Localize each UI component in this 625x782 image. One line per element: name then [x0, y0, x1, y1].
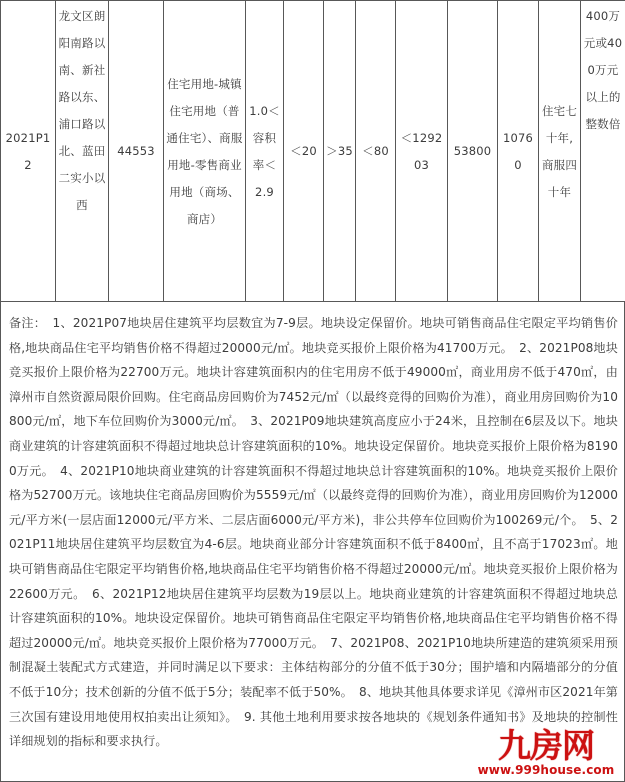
watermark-logo-text: 九房网 [498, 726, 594, 765]
watermark-url-text: www.999house.com [477, 763, 615, 777]
cell-parcel-location: 龙文区朗阳南路以南、新社路以东、浦口路以北、蓝田二实小以西 [56, 1, 109, 303]
cell-deposit-amount: 10760 [498, 1, 539, 303]
cell-building-height: ＜80 [356, 1, 396, 303]
cell-green-ratio: ＜20 [284, 1, 324, 303]
table-row [1, 1, 625, 303]
land-parcel-table [0, 0, 625, 303]
notes-body-text: 备注： 1、2021P07地块居住建筑平均层数宜为7-9层。地块设定保留价。地块可销售商品住宅限定平均销售价格,地块商品住宅平均销售价格不得超过20000元/㎡。地块竞买报价上限价格为41700万元。 2、2021P08地块竞买报价上限价格为22700万元。地块计容建筑面积内的住宅用房不低于49000㎡，商业用房不低于470㎡，由漳州市自然资源局限价回购。住宅商品房回购价为7452元/㎡（以最终竞得的回购价为准），商业用房回购价为10800元/㎡，地下车位回购价为3000元/㎡。 3、2021P09地块建筑高度应小于24米，且控制在6层及以下。地块商业建筑的计容建筑面积不得超过地块总计容建筑面积的10%。地块设定保留价。地块竞买报价上限价格为81900万元。 4、2021P10地块商业建筑的计容建筑面积不得超过地块总计容建筑面积的10%。地块竞买报价上限价格为52700万元。该地块住宅商品房回购价为5559元/㎡（以最终竞得的回购价为准），商业用房回购价为12000元/平方米(一层店面12000元/平方米、二层店面6000元/平方米)，非公共停车位回购价为100269元/个。 5、2021P11地块居住建筑平均层数宜为4-6层。地块商业部分计容建筑面积不低于8400㎡，且不高于17023㎡。地块可销售商品住宅限定平均销售价格,地块商品住宅平均销售价格不得超过20000元/㎡。地块竞买报价上限价格为22600万元。 6、2021P12地块居住建筑平均层数为19层以上。地块商业建筑的计容建筑面积不得超过地块总计容建筑面积的10%。地块设定保留价。地块可销售商品住宅限定平均销售价格,地块商品住宅平均销售价格不得超过20000元/㎡。地块竞买报价上限价格为77000万元。 7、2021P08、2021P10地块所建造的建筑须采用预制混凝土装配式方式建造，并同时满足以下要求：主体结构部分的分值不低于30分；围护墙和内隔墙部分的分值不低于10分；技术创新的分值不低于5分；装配率不低于50%。 8、地块其他具体要求详见《漳州市区2021年第三次国有建设用地使用权拍卖出让须知》。 9. 其他土地利用要求按各地块的《规划条件通知书》及地块的控制性详细规划的指标和要求执行。 [9, 316, 618, 749]
cell-parcel-area: 44553 [109, 1, 164, 303]
cell-parcel-number: 2021P12 [1, 1, 56, 303]
cell-total-floor-area: ＜129203 [396, 1, 448, 303]
cell-floor-area-ratio: 1.0＜容积率＜2.9 [246, 1, 284, 303]
cell-building-density: ＞35 [324, 1, 356, 303]
cell-land-use-type: 住宅用地-城镇住宅用地（普通住宅）、商服用地-零售商业用地（商场、商店） [164, 1, 246, 303]
cell-starting-price: 53800 [448, 1, 498, 303]
notes-section [0, 301, 625, 782]
cell-bid-increment: 400万元或400万元以上的整数倍 [581, 1, 625, 303]
cell-land-use-term: 住宅七十年,商服四十年 [539, 1, 581, 303]
